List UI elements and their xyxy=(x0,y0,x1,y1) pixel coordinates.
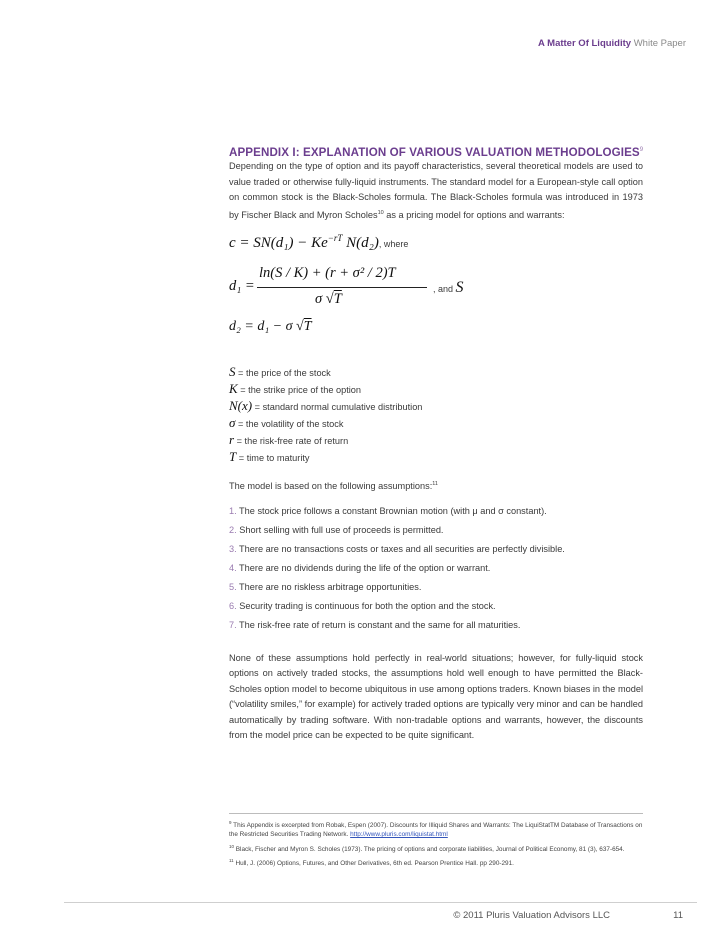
header-brand: A Matter Of Liquidity xyxy=(538,38,632,49)
assumption-item: 6. Security trading is continuous for both the option and the stock. xyxy=(229,600,496,611)
assumption-item: 2. Short selling with full use of proceeds is permitted. xyxy=(229,524,444,535)
d1-numerator: ln(S / K) + (r + σ² / 2)T xyxy=(259,265,396,282)
footnote-11: $^{11}$ Hull, J. (2006) Options, Futures, and Other Derivatives, 6th ed. Pearson Prentice Hall. pp 290-291. xyxy=(229,857,514,867)
page-number: 11 xyxy=(673,910,683,921)
fraction-bar xyxy=(257,287,427,288)
assumption-item: 4. There are no dividends during the life of the option or warrant. xyxy=(229,562,491,573)
definition-item: S = the price of the stock xyxy=(229,364,331,380)
definition-item: K = the strike price of the option xyxy=(229,381,362,397)
assumption-item: 7. The risk-free rate of return is constant and the same for all maturities. xyxy=(229,619,521,630)
main-content xyxy=(229,146,643,744)
intro-footnote-ref[interactable]: 10 xyxy=(377,209,384,216)
d2-formula: d₂ = d₁ − σ √T xyxy=(229,319,312,335)
footer-copyright: © 2011 Pluris Valuation Advisors LLC xyxy=(453,910,610,921)
footer-divider xyxy=(64,902,697,903)
intro-paragraph: Depending on the type of option and its payoff characteristics, several theoretical models are used to value traded or otherwise fully-liquid instruments. The standard model for a European-style call option on common stock is the Black-Scholes formula. The Black-Scholes formula was introduced in 1973 by Fischer Black and Myron Scholes$^{10}$ as a pricing model for options and warrants: xyxy=(229,161,643,220)
definition-item: T = time to maturity xyxy=(229,449,310,465)
definitions-list xyxy=(229,363,643,465)
footnote-9: $^9$ This Appendix is excerpted from Robak, Espen (2007). Discounts for Illiquid Shares and Warrants: The LiquiStatTM Database of Transactions on the Restricted Securities Trading Network. http://www.pluris.com/liquistat.html xyxy=(229,820,643,839)
definition-item: r = the risk-free rate of return xyxy=(229,432,349,448)
footnote-link[interactable]: http://www.pluris.com/liquistat.html xyxy=(350,831,448,839)
assumption-item: 1. The stock price follows a constant Brownian motion (with μ and σ constant). xyxy=(229,505,547,516)
footnote-divider xyxy=(229,813,643,814)
page-header xyxy=(538,38,686,49)
definition-item: σ = the volatility of the stock xyxy=(229,415,344,431)
assumptions-list xyxy=(229,502,643,635)
conclusion-paragraph: None of these assumptions hold perfectly in real-world situations; however, for fully-liquid stock options on actively traded stocks, the assumptions hold well enough to have permitted the Black-Scholes option model to become ubiquitous in use among options traders. Known biases in the model (“volatility smiles,” for example) for actively traded options are typically very minor and can be handled automatically by trading software. With non-tradable options and warrants, however, the discounts from the model price can be expected to be quite significant. xyxy=(229,652,643,741)
footnote-10: $^{10}$ Black, Fischer and Myron S. Scholes (1973). The pricing of options and corporate liabilities, Journal of Political Economy, 81 (3), 637-654. xyxy=(229,843,625,853)
title-footnote-ref[interactable]: 9 xyxy=(639,147,644,154)
appendix-title: APPENDIX I: EXPLANATION OF VARIOUS VALUATION METHODOLOGIES$^9$ xyxy=(229,146,644,159)
d1-formula: d₁ = ln(S / K) + (r + σ² / 2)T σ √T , and S xyxy=(229,265,464,308)
assumptions-intro: The model is based on the following assumptions:$^{11}$ xyxy=(229,481,438,492)
black-scholes-formula: $c = SN(d_1) - Ke^{-rT}$ N(d₂), where xyxy=(229,233,409,252)
footnotes xyxy=(229,818,643,870)
header-subtitle: White Paper xyxy=(633,38,686,49)
d1-denominator: σ √T xyxy=(315,291,342,308)
assumption-item: 5. There are no riskless arbitrage opportunities. xyxy=(229,581,422,592)
assumptions-footnote-ref[interactable]: 11 xyxy=(432,481,438,488)
assumption-item: 3. There are no transactions costs or taxes and all securities are perfectly divisible. xyxy=(229,543,565,554)
definition-item: N(x) = standard normal cumulative distribution xyxy=(229,398,423,414)
